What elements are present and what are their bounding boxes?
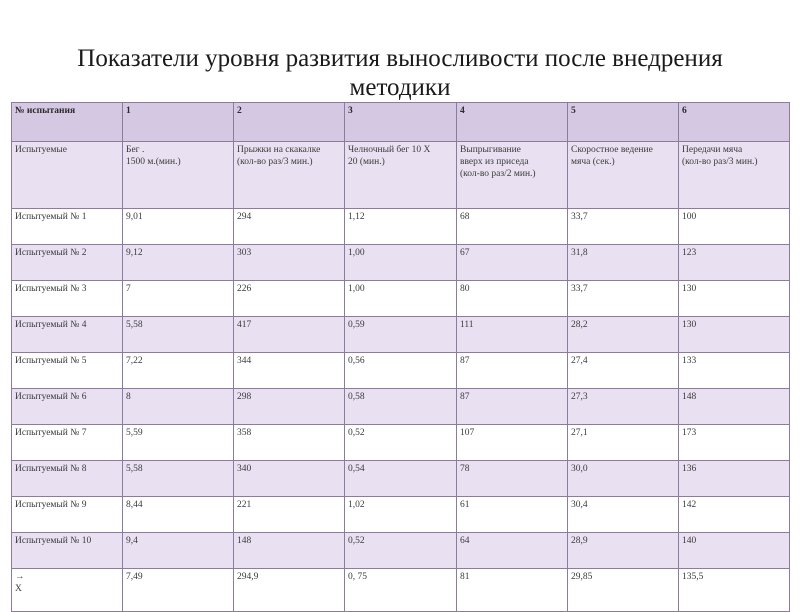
value-cell: 64 bbox=[457, 533, 568, 569]
value-cell: 33,7 bbox=[568, 281, 679, 317]
average-label-cell bbox=[12, 569, 123, 612]
value-cell: 130 bbox=[679, 281, 790, 317]
value-cell: 8,44 bbox=[123, 497, 234, 533]
subject-name-cell: Испытуемый № 4 bbox=[12, 317, 123, 353]
value-cell: 87 bbox=[457, 353, 568, 389]
table-row bbox=[12, 281, 790, 317]
value-cell: 1,00 bbox=[345, 245, 457, 281]
table-row bbox=[12, 533, 790, 569]
value-cell: 31,8 bbox=[568, 245, 679, 281]
value-cell: 87 bbox=[457, 389, 568, 425]
value-cell: 0,58 bbox=[345, 389, 457, 425]
value-cell: 148 bbox=[234, 533, 345, 569]
value-cell: 0,59 bbox=[345, 317, 457, 353]
subject-name-cell: Испытуемый № 1 bbox=[12, 209, 123, 245]
average-value-cell: 135,5 bbox=[679, 569, 790, 612]
value-cell: 5,59 bbox=[123, 425, 234, 461]
subject-name-cell: Испытуемый № 9 bbox=[12, 497, 123, 533]
value-cell: 130 bbox=[679, 317, 790, 353]
value-cell: 67 bbox=[457, 245, 568, 281]
value-cell: 358 bbox=[234, 425, 345, 461]
subject-name-cell: Испытуемый № 8 bbox=[12, 461, 123, 497]
value-cell: 9,4 bbox=[123, 533, 234, 569]
header-cell: 1 bbox=[123, 103, 234, 142]
value-cell: 0,52 bbox=[345, 533, 457, 569]
value-cell: 111 bbox=[457, 317, 568, 353]
table-row bbox=[12, 389, 790, 425]
value-cell: 0,56 bbox=[345, 353, 457, 389]
subject-name-cell: Испытуемый № 2 bbox=[12, 245, 123, 281]
average-value-cell: 81 bbox=[457, 569, 568, 612]
average-value-cell: 0, 75 bbox=[345, 569, 457, 612]
value-cell: 8 bbox=[123, 389, 234, 425]
value-cell: 33,7 bbox=[568, 209, 679, 245]
value-cell: 303 bbox=[234, 245, 345, 281]
subject-name-cell: Испытуемый № 7 bbox=[12, 425, 123, 461]
value-cell: 294 bbox=[234, 209, 345, 245]
value-cell: 107 bbox=[457, 425, 568, 461]
value-cell: 0,52 bbox=[345, 425, 457, 461]
table-header-row bbox=[12, 103, 790, 142]
subject-name-cell: Испытуемый № 5 bbox=[12, 353, 123, 389]
header-cell: 4 bbox=[457, 103, 568, 142]
value-cell: 417 bbox=[234, 317, 345, 353]
value-cell: 61 bbox=[457, 497, 568, 533]
table-row bbox=[12, 497, 790, 533]
value-cell: 173 bbox=[679, 425, 790, 461]
value-cell: 142 bbox=[679, 497, 790, 533]
value-cell: 123 bbox=[679, 245, 790, 281]
slide-title bbox=[0, 44, 800, 102]
header-cell: 3 bbox=[345, 103, 457, 142]
value-cell: 226 bbox=[234, 281, 345, 317]
average-row bbox=[12, 569, 790, 612]
value-cell: 30,0 bbox=[568, 461, 679, 497]
average-label: X bbox=[15, 584, 22, 594]
value-cell: 80 bbox=[457, 281, 568, 317]
value-cell: 5,58 bbox=[123, 317, 234, 353]
header-cell: 2 bbox=[234, 103, 345, 142]
results-table bbox=[11, 102, 790, 612]
subject-name-cell: Испытуемый № 10 bbox=[12, 533, 123, 569]
value-cell: 5,58 bbox=[123, 461, 234, 497]
table-row bbox=[12, 353, 790, 389]
table-row bbox=[12, 245, 790, 281]
value-cell: 100 bbox=[679, 209, 790, 245]
table-row bbox=[12, 425, 790, 461]
value-cell: 298 bbox=[234, 389, 345, 425]
value-cell: 27,3 bbox=[568, 389, 679, 425]
title-line-1: Показатели уровня развития выносливости после внедрения bbox=[77, 45, 723, 72]
value-cell: 1,02 bbox=[345, 497, 457, 533]
header-cell: 6 bbox=[679, 103, 790, 142]
value-cell: 27,4 bbox=[568, 353, 679, 389]
header-cell: 5 bbox=[568, 103, 679, 142]
value-cell: 7 bbox=[123, 281, 234, 317]
value-cell: 78 bbox=[457, 461, 568, 497]
subheader-cell: Испытуемые bbox=[12, 142, 123, 209]
subheader-cell: Бег . 1500 м.(мин.) bbox=[123, 142, 234, 209]
value-cell: 136 bbox=[679, 461, 790, 497]
table-row bbox=[12, 461, 790, 497]
table-subheader-row bbox=[12, 142, 790, 209]
subject-name-cell: Испытуемый № 3 bbox=[12, 281, 123, 317]
average-value-cell: 7,49 bbox=[123, 569, 234, 612]
subheader-cell: Челночный бег 10 Х 20 (мин.) bbox=[345, 142, 457, 209]
value-cell: 344 bbox=[234, 353, 345, 389]
average-value-cell: 29,85 bbox=[568, 569, 679, 612]
header-cell: № испытания bbox=[12, 103, 123, 142]
value-cell: 28,2 bbox=[568, 317, 679, 353]
value-cell: 221 bbox=[234, 497, 345, 533]
value-cell: 1,00 bbox=[345, 281, 457, 317]
subheader-cell: Прыжки на скакалке (кол-во раз/3 мин.) bbox=[234, 142, 345, 209]
value-cell: 140 bbox=[679, 533, 790, 569]
table-row bbox=[12, 317, 790, 353]
table-row bbox=[12, 209, 790, 245]
value-cell: 340 bbox=[234, 461, 345, 497]
value-cell: 9,01 bbox=[123, 209, 234, 245]
value-cell: 30,4 bbox=[568, 497, 679, 533]
value-cell: 1,12 bbox=[345, 209, 457, 245]
value-cell: 27,1 bbox=[568, 425, 679, 461]
value-cell: 28,9 bbox=[568, 533, 679, 569]
value-cell: 133 bbox=[679, 353, 790, 389]
subheader-cell: Скоростное ведение мяча (сек.) bbox=[568, 142, 679, 209]
subject-name-cell: Испытуемый № 6 bbox=[12, 389, 123, 425]
subheader-cell: Выпрыгивание вверх из приседа (кол-во раз/2 мин.) bbox=[457, 142, 568, 209]
value-cell: 0,54 bbox=[345, 461, 457, 497]
value-cell: 9,12 bbox=[123, 245, 234, 281]
subheader-cell: Передачи мяча (кол-во раз/3 мин.) bbox=[679, 142, 790, 209]
arrow-right-icon: → bbox=[15, 572, 25, 582]
value-cell: 148 bbox=[679, 389, 790, 425]
average-value-cell: 294,9 bbox=[234, 569, 345, 612]
title-line-2: методики bbox=[349, 74, 451, 101]
value-cell: 7,22 bbox=[123, 353, 234, 389]
value-cell: 68 bbox=[457, 209, 568, 245]
